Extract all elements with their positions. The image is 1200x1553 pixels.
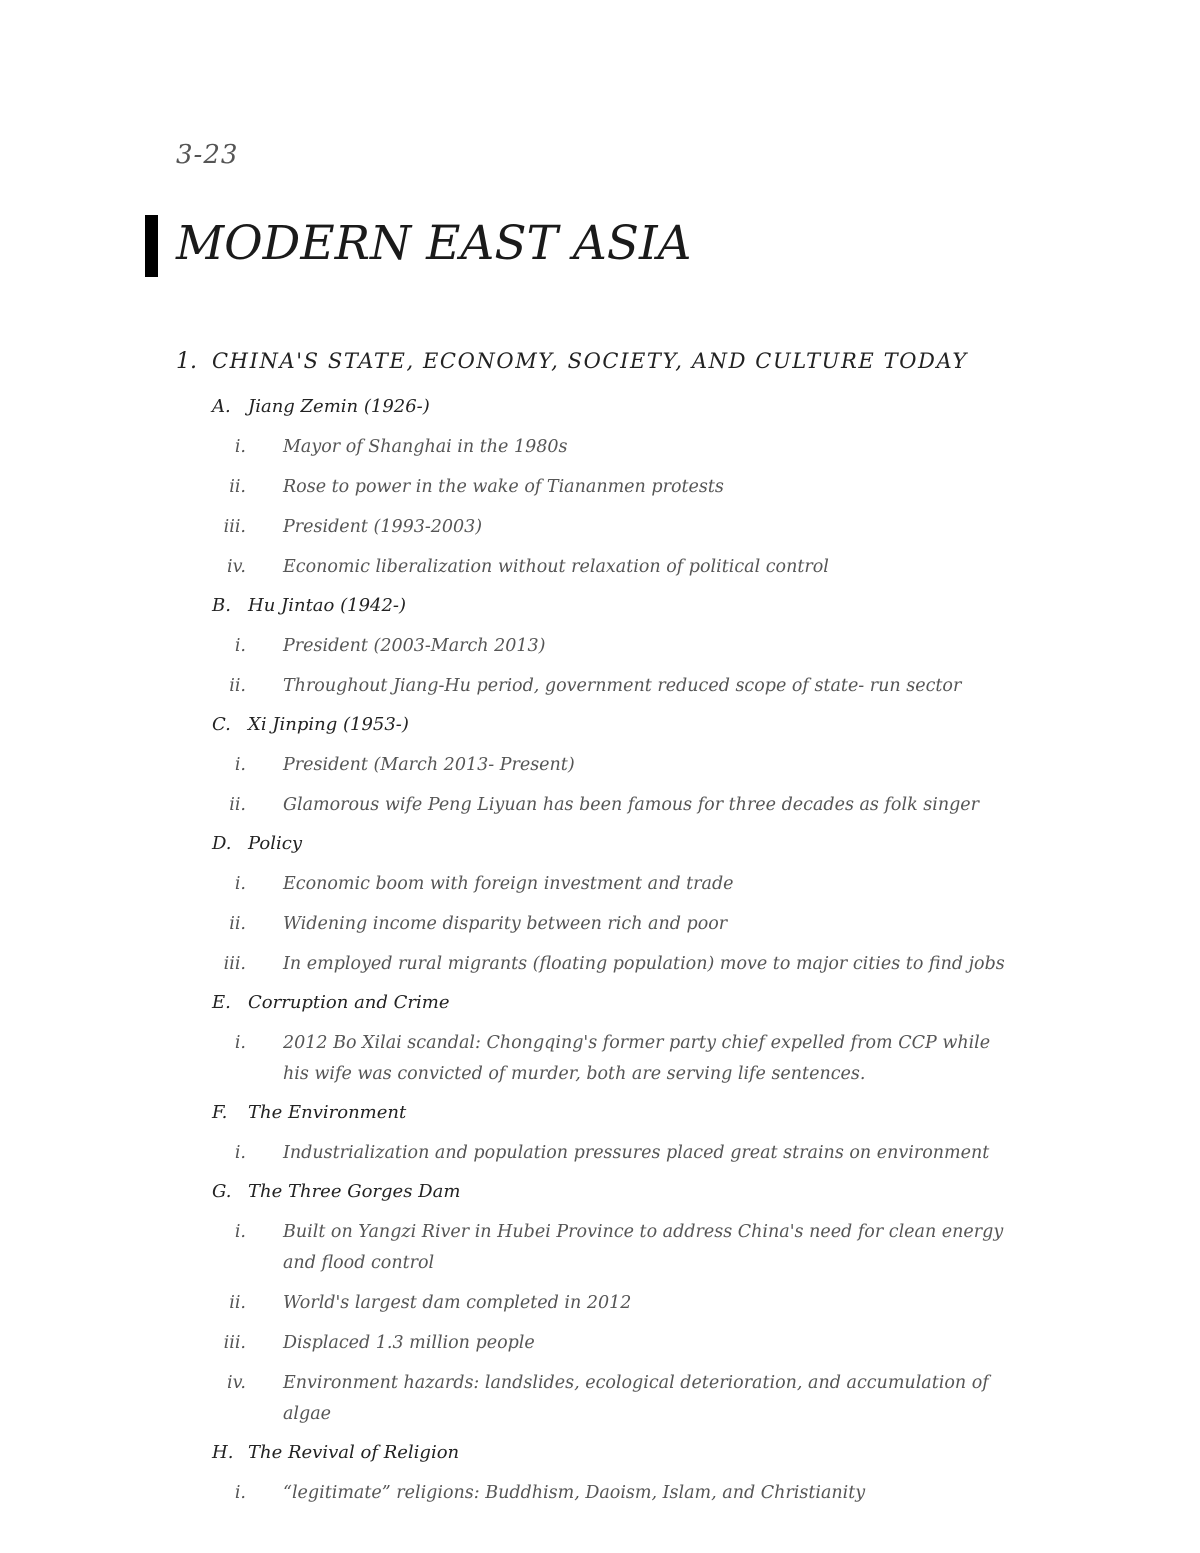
- item-numeral: ii.: [229, 477, 246, 497]
- subsection-title: The Three Gorges Dam: [248, 1181, 461, 1202]
- item-text: 2012 Bo Xilai scandal: Chongqing's former party chief expelled from CCP while his wife was convicted of murder, both are serving life sentences.: [283, 1033, 991, 1084]
- list-item: [0, 1328, 1200, 1359]
- subsection-letter: H.: [212, 1442, 234, 1463]
- subsection-heading: [0, 711, 1200, 744]
- item-numeral: ii.: [229, 676, 246, 696]
- item-numeral: i.: [234, 755, 246, 775]
- subsection-title: Policy: [248, 833, 302, 854]
- date-heading: 3-23: [176, 140, 239, 170]
- list-item: [0, 432, 1200, 463]
- subsection-heading: [0, 989, 1200, 1022]
- list-item: [0, 1028, 1200, 1090]
- section-heading: [0, 345, 1200, 393]
- list-item: [0, 552, 1200, 583]
- item-numeral: iii.: [223, 954, 246, 974]
- list-item: [0, 750, 1200, 781]
- list-item: [0, 472, 1200, 503]
- item-text: Environment hazards: landslides, ecological deterioration, and accumulation of algae: [283, 1373, 989, 1424]
- item-text: Economic liberalization without relaxation of political control: [283, 557, 829, 577]
- item-numeral: iii.: [223, 517, 246, 537]
- subsection-heading: [0, 1439, 1200, 1472]
- item-text: President (1993-2003): [283, 517, 483, 537]
- item-text: Throughout Jiang-Hu period, government reduced scope of state- run sector: [283, 676, 962, 696]
- list-item: [0, 512, 1200, 543]
- list-item: [0, 1217, 1200, 1279]
- subsection-letter: F.: [212, 1102, 228, 1123]
- subsection-title: Xi Jinping (1953-): [248, 714, 409, 735]
- list-item: [0, 1288, 1200, 1319]
- subsection-title: Hu Jintao (1942-): [248, 595, 407, 616]
- subsection-letter: G.: [212, 1181, 232, 1202]
- item-text: Economic boom with foreign investment and trade: [283, 874, 734, 894]
- list-item: [0, 1368, 1200, 1430]
- item-text: President (2003-March 2013): [283, 636, 546, 656]
- item-text: Widening income disparity between rich and poor: [283, 914, 728, 934]
- item-numeral: i.: [234, 1222, 246, 1242]
- list-item: [0, 790, 1200, 821]
- subsection-title: Corruption and Crime: [248, 992, 450, 1013]
- list-item: [0, 909, 1200, 940]
- title-accent-bar: [145, 215, 158, 277]
- item-text: “legitimate” religions: Buddhism, Daoism, Islam, and Christianity: [283, 1483, 866, 1503]
- item-numeral: i.: [234, 874, 246, 894]
- subsection-heading: [0, 830, 1200, 863]
- subsection-letter: A.: [212, 396, 231, 417]
- subsection-letter: C.: [212, 714, 231, 735]
- item-numeral: i.: [234, 1483, 246, 1503]
- item-text: Rose to power in the wake of Tiananmen protests: [283, 477, 724, 497]
- subsection-title: The Revival of Religion: [248, 1442, 460, 1463]
- item-text: Mayor of Shanghai in the 1980s: [283, 437, 568, 457]
- list-item: [0, 1478, 1200, 1509]
- item-text: President (March 2013- Present): [283, 755, 575, 775]
- subsection-letter: B.: [212, 595, 231, 616]
- subsection-heading: [0, 592, 1200, 625]
- list-item: [0, 1138, 1200, 1169]
- subsection-title: Jiang Zemin (1926-): [248, 396, 430, 417]
- item-numeral: ii.: [229, 914, 246, 934]
- item-text: Displaced 1.3 million people: [283, 1333, 535, 1353]
- item-text: Built on Yangzi River in Hubei Province to address China's need for clean energy and flood control: [283, 1222, 1004, 1273]
- subsection-heading: [0, 1099, 1200, 1132]
- item-numeral: ii.: [229, 795, 246, 815]
- item-text: World's largest dam completed in 2012: [283, 1293, 632, 1313]
- subsection-heading: [0, 393, 1200, 426]
- item-numeral: iv.: [227, 557, 246, 577]
- section-number: 1.: [176, 349, 197, 374]
- list-item: [0, 949, 1200, 980]
- subsection-letter: D.: [212, 833, 232, 854]
- item-numeral: iv.: [227, 1373, 246, 1393]
- item-text: Glamorous wife Peng Liyuan has been famous for three decades as folk singer: [283, 795, 980, 815]
- item-text: Industrialization and population pressures placed great strains on environment: [283, 1143, 990, 1163]
- page-title: MODERN EAST ASIA: [176, 216, 692, 271]
- subsection-list: [0, 393, 1200, 1509]
- item-numeral: i.: [234, 1143, 246, 1163]
- item-numeral: i.: [234, 636, 246, 656]
- list-item: [0, 869, 1200, 900]
- section-title: CHINA'S STATE, ECONOMY, SOCIETY, AND CULTURE TODAY: [212, 349, 968, 373]
- subsection-letter: E.: [212, 992, 231, 1013]
- list-item: [0, 671, 1200, 702]
- item-text: In employed rural migrants (floating population) move to major cities to find jobs: [283, 954, 1005, 974]
- item-numeral: i.: [234, 437, 246, 457]
- list-item: [0, 631, 1200, 662]
- subsection-heading: [0, 1178, 1200, 1211]
- subsection-title: The Environment: [248, 1102, 407, 1123]
- outline: [0, 345, 1200, 1518]
- item-numeral: iii.: [223, 1333, 246, 1353]
- item-numeral: ii.: [229, 1293, 246, 1313]
- item-numeral: i.: [234, 1033, 246, 1053]
